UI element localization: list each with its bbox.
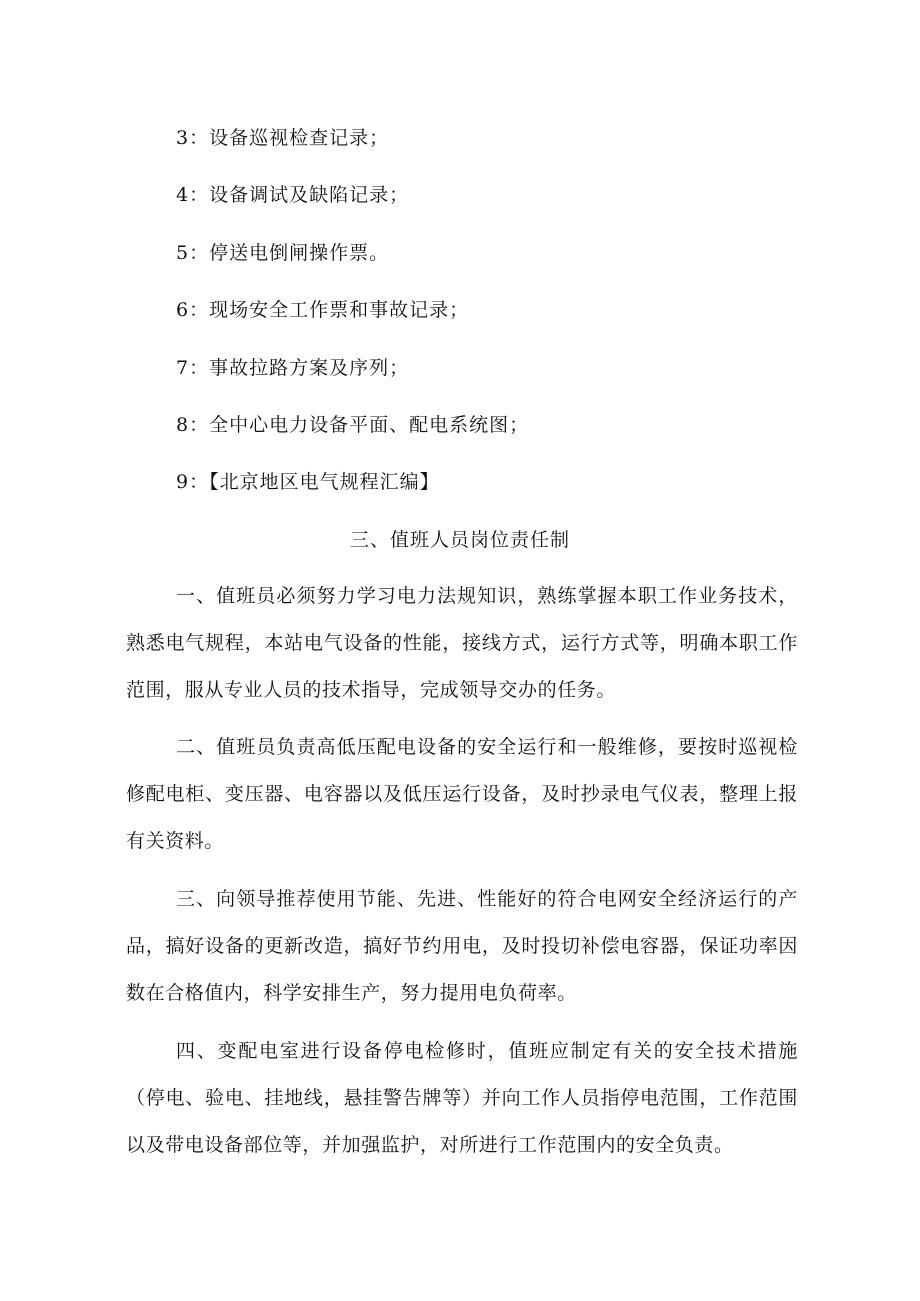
section-heading: 三、值班人员岗位责任制 [349, 529, 570, 551]
list-item-4: 4：设备调试及缺陷记录； [176, 184, 410, 206]
paragraph-4: 四、变配电室进行设备停电检修时，值班应制定有关的安全技术措施（停电、验电、挂地线，悬挂警告牌等）并向工作人员指停电范围，工作范围以及带电设备部位等，并加强监护，对所进行工作范围内的安全负责。 [126, 1040, 798, 1156]
paragraph-1: 一、值班员必须努力学习电力法规知识，熟练掌握本职工作业务技术，熟悉电气规程，本站电气设备的性能，接线方式，运行方式等，明确本职工作范围，服从专业人员的技术指导，完成领导交办的任务。 [126, 585, 798, 701]
list-item-5: 5：停送电倒闸操作票。 [176, 242, 390, 264]
list-item-9: 9：【北京地区电气规程汇编】 [176, 471, 440, 493]
list-item-7: 7：事故拉路方案及序列； [176, 357, 410, 379]
list-item-8: 8：全中心电力设备平面、配电系统图； [176, 414, 530, 436]
list-item-6: 6：现场安全工作票和事故记录； [176, 299, 470, 321]
list-item-3: 3：设备巡视检查记录； [176, 127, 390, 149]
paragraph-3: 三、向领导推荐使用节能、先进、性能好的符合电网安全经济运行的产品，搞好设备的更新改造，搞好节约用电，及时投切补偿电容器，保证功率因数在合格值内，科学安排生产，努力提用电负荷率。 [126, 888, 798, 1004]
paragraph-2: 二、值班员负责高低压配电设备的安全运行和一般维修，要按时巡视检修配电柜、变压器、电容器以及低压运行设备，及时抄录电气仪表，整理上报有关资料。 [126, 736, 798, 852]
